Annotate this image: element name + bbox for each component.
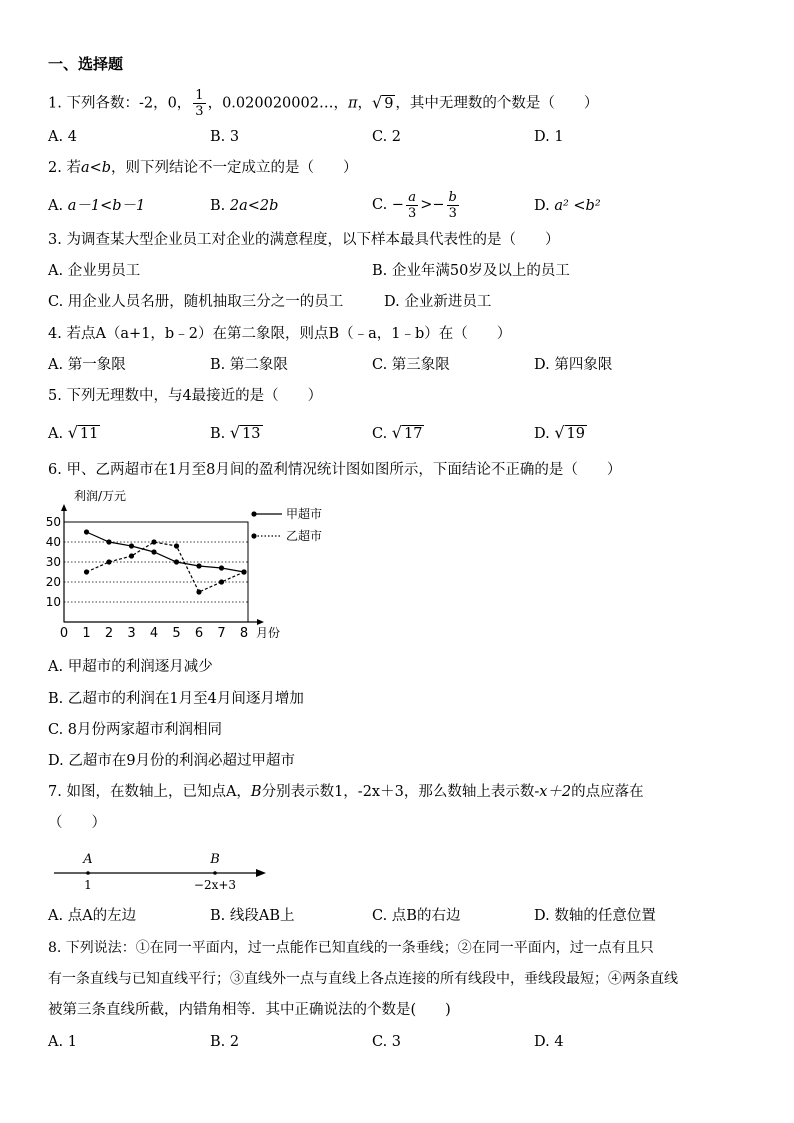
q6-option-d[interactable]: D. 乙超市在9月份的利润必超过甲超市 xyxy=(48,753,296,769)
y-tick-10: 10 xyxy=(45,595,61,609)
q6-option-c[interactable]: C. 8月份两家超市利润相同 xyxy=(48,722,223,738)
q2-option-c-label: C. xyxy=(372,197,388,213)
q3-stem: 3. 为调查某大型企业员工对企业的满意程度，以下样本最具代表性的是（ ） xyxy=(48,232,560,248)
q5-option-a[interactable] xyxy=(48,423,100,444)
q2-option-b-expr: 2a<2b xyxy=(229,198,279,214)
q5-option-b-root: √ 13 xyxy=(229,423,261,442)
q2-option-d-label: D. xyxy=(534,198,550,214)
q8-stem-line2: 有一条直线与已知直线平行；③直线外一点与直线上各点连接的所有线段中，垂线段最短；④两条直线 xyxy=(48,971,678,987)
q2-option-c-frac-a xyxy=(406,190,418,221)
q8-stem-line3: 被第三条直线所截，内错角相等．其中正确说法的个数是( ) xyxy=(48,1002,451,1018)
q5-option-c[interactable] xyxy=(372,423,424,444)
q1-option-d[interactable]: D. 1 xyxy=(534,129,564,145)
q7-stem-c: 的点应落在 xyxy=(571,784,644,800)
q1-option-a[interactable]: A. 4 xyxy=(48,129,77,145)
y-tick-20: 20 xyxy=(45,575,61,589)
q5-option-d[interactable] xyxy=(534,423,587,444)
series-2-point-4 xyxy=(151,539,156,544)
series-2-point-5 xyxy=(174,543,179,548)
q5-option-c-root: √ 17 xyxy=(391,423,423,442)
q2-c-num-a xyxy=(406,190,418,206)
x-tick-7: 7 xyxy=(217,626,226,641)
q5-option-c-label: C. xyxy=(372,426,388,442)
series-2-point-6 xyxy=(196,589,201,594)
q4-option-c[interactable]: C. 第三象限 xyxy=(372,357,450,373)
q1-option-c[interactable]: C. 2 xyxy=(372,129,402,145)
q8-option-a[interactable]: A. 1 xyxy=(48,1034,77,1050)
q2-c-den-b: 3 xyxy=(448,205,457,221)
y-tick-40: 40 xyxy=(45,535,61,549)
plot-frame xyxy=(64,522,248,622)
q7-option-c[interactable]: C. 点B的右边 xyxy=(372,908,461,924)
number-line xyxy=(48,848,278,896)
series-1-point-2 xyxy=(106,539,111,544)
q5-option-b-arg: 13 xyxy=(242,426,261,442)
q7-stem xyxy=(48,782,644,802)
q8-option-d[interactable]: D. 4 xyxy=(534,1034,564,1050)
q5-option-b[interactable] xyxy=(210,423,263,444)
series-1-point-7 xyxy=(219,565,224,570)
q4-option-a[interactable]: A. 第一象限 xyxy=(48,357,126,373)
x-tick-3: 3 xyxy=(127,626,136,641)
q1-sep: ， xyxy=(357,95,372,112)
q5-option-d-label: D. xyxy=(534,426,550,442)
q1-option-b[interactable]: B. 3 xyxy=(210,129,240,145)
q1-fraction xyxy=(193,88,205,119)
y-axis-arrow-icon xyxy=(61,504,67,511)
q3-option-a[interactable]: A. 企业男员工 xyxy=(48,263,141,279)
q6-option-a[interactable]: A. 甲超市的利润逐月减少 xyxy=(48,659,213,675)
q2-option-d[interactable] xyxy=(534,196,601,216)
q7-option-b[interactable]: B. 线段AB上 xyxy=(210,908,295,924)
q6-option-b[interactable]: B. 乙超市的利润在1月至4月间逐月增加 xyxy=(48,691,304,707)
series-1-point-3 xyxy=(129,543,134,548)
q2-option-d-expr: a² <b² xyxy=(554,198,601,214)
profit-line-chart xyxy=(45,488,348,648)
x-tick-4: 4 xyxy=(149,626,159,641)
q6-stem: 6. 甲、乙两超市在1月至8月间的盈利情况统计图如图所示，下面结论不正确的是（ ） xyxy=(48,462,622,478)
x-axis-label: 月份 xyxy=(256,626,281,640)
x-tick-6: 6 xyxy=(194,626,204,641)
q3-option-b[interactable]: B. 企业年满50岁及以上的员工 xyxy=(372,263,570,279)
q3-option-c[interactable]: C. 用企业人员名册，随机抽取三分之一的员工 xyxy=(48,294,344,310)
section-title: 一、选择题 xyxy=(48,55,124,73)
x-tick-0: 0 xyxy=(59,626,69,641)
q2-stem-b: ，则下列结论不一定成立的是（ ） xyxy=(111,160,358,176)
q5-option-d-root: √ 19 xyxy=(554,423,585,442)
q7-option-d[interactable]: D. 数轴的任意位置 xyxy=(534,908,656,924)
q2-option-c[interactable]: C. − $\frac{a}{3}$ >− $\frac{b}{3}$ xyxy=(372,189,457,221)
q5-option-b-label: B. xyxy=(210,426,226,442)
series-1-point-1 xyxy=(84,529,89,534)
q2-option-a-expr: a－1<b－1 xyxy=(67,198,146,214)
y-axis-label: 利润/万元 xyxy=(74,489,127,503)
q7-point-b: B xyxy=(250,784,262,800)
point-b-dot xyxy=(213,871,217,875)
x-tick-5: 5 xyxy=(172,626,181,641)
series-1-point-6 xyxy=(196,563,201,568)
q8-option-c[interactable]: C. 3 xyxy=(372,1034,402,1050)
q8-option-b[interactable]: B. 2 xyxy=(210,1034,240,1050)
y-tick-50: 50 xyxy=(45,515,61,529)
x-tick-2: 2 xyxy=(104,626,114,641)
point-a-label: A xyxy=(83,852,93,867)
q7-stem-line2: （ ） xyxy=(48,815,106,831)
q5-option-d-arg: 19 xyxy=(566,426,585,442)
q2-option-a[interactable] xyxy=(48,196,145,216)
point-b-label: B xyxy=(210,852,220,867)
q7-option-a[interactable]: A. 点A的左边 xyxy=(48,908,137,924)
legend-label-2: 乙超市 xyxy=(286,529,323,543)
series-2-point-8 xyxy=(241,569,246,574)
legend-marker-1 xyxy=(251,511,256,516)
q1-stem-a: 1. 下列各数：-2，0， xyxy=(48,95,192,112)
q2-c-var-a: a xyxy=(408,189,416,205)
series-2-point-3 xyxy=(129,553,134,558)
q2-option-b[interactable] xyxy=(210,196,278,216)
q5-stem: 5. 下列无理数中，与4最接近的是（ ） xyxy=(48,388,323,404)
q2-stem-a: 2. 若 xyxy=(48,160,81,176)
q2-c-num-b xyxy=(447,190,459,206)
legend-marker-2 xyxy=(251,533,256,538)
q1-frac-num: 1 xyxy=(195,88,204,103)
q7-stem-a: 7. 如图，在数轴上，已知点A， xyxy=(48,784,251,800)
q2-condition: a<b xyxy=(80,160,112,176)
q4-option-b[interactable]: B. 第二象限 xyxy=(210,357,288,373)
q5-option-a-arg: 11 xyxy=(79,426,99,442)
q7-stem-b: 分别表示数1，-2x＋3，那么数轴上表示数 xyxy=(261,784,535,800)
series-2-point-1 xyxy=(84,569,89,574)
point-a-value: 1 xyxy=(84,878,92,892)
series-1-point-4 xyxy=(151,549,156,554)
number-line-arrow-icon xyxy=(256,869,266,877)
q8-stem-line1: 8. 下列说法：①在同一平面内，过一点能作已知直线的一条垂线；②在同一平面内，过一点有且只 xyxy=(48,940,654,956)
q2-option-c-frac-b xyxy=(447,190,459,221)
series-2-point-7 xyxy=(219,579,224,584)
series-1-point-5 xyxy=(174,559,179,564)
q2-c-den-a: 3 xyxy=(407,205,417,221)
q4-stem: 4. 若点A（a+1，b﹣2）在第二象限，则点B（﹣a，1﹣b）在（ ） xyxy=(48,326,512,342)
q4-option-d[interactable]: D. 第四象限 xyxy=(534,357,613,373)
point-b-value: −2x+3 xyxy=(193,878,237,892)
q1-stem xyxy=(48,88,598,119)
q1-sqrt: √ 9 xyxy=(371,92,394,112)
q2-option-b-label: B. xyxy=(210,198,226,214)
q5-option-a-label: A. xyxy=(48,426,64,442)
series-2-point-2 xyxy=(106,559,111,564)
point-a-dot xyxy=(86,871,90,875)
q1-stem-c: ，其中无理数的个数是（ ） xyxy=(395,95,599,112)
x-tick-8: 8 xyxy=(239,626,249,641)
q1-frac-den: 3 xyxy=(195,104,204,119)
q3-option-d[interactable]: D. 企业新进员工 xyxy=(384,294,492,310)
q2-stem xyxy=(48,158,358,178)
q1-stem-b: ，0.020020002…， xyxy=(207,95,348,112)
q2-c-var-b: b xyxy=(448,189,457,205)
legend-label-1: 甲超市 xyxy=(286,507,323,521)
q1-pi: π xyxy=(347,95,358,112)
q5-option-c-arg: 17 xyxy=(404,426,423,442)
x-tick-1: 1 xyxy=(82,626,91,641)
q5-option-a-root: √ 11 xyxy=(67,423,99,442)
x-axis-arrow-icon xyxy=(257,619,264,625)
q1-sqrt-arg: 9 xyxy=(384,95,394,112)
q7-expr: -x＋2 xyxy=(534,784,572,800)
y-tick-30: 30 xyxy=(45,555,61,569)
q2-option-a-label: A. xyxy=(48,198,64,214)
